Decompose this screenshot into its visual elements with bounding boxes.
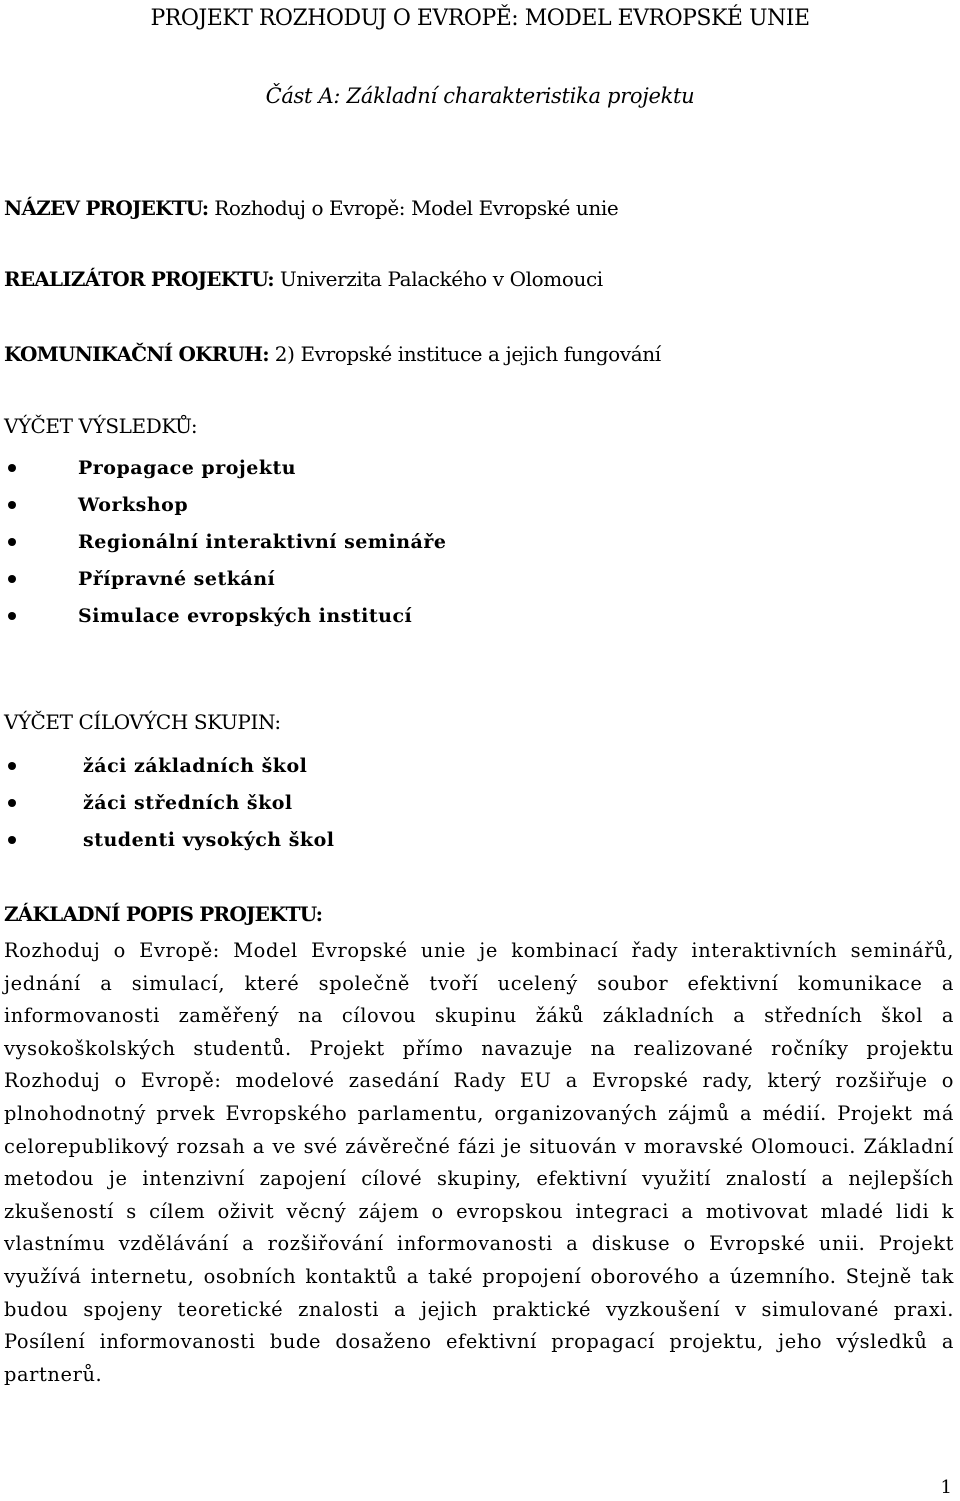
bullet-icon xyxy=(8,538,16,546)
bullet-icon xyxy=(8,836,16,844)
field-label: NÁZEV PROJEKTU: xyxy=(4,196,209,220)
list-item-text: Regionální interaktivní semináře xyxy=(78,531,447,553)
description-text: Rozhoduj o Evropě: Model Evropské unie je kombinací řady interaktivních seminářů, jednání a simulací, které společně tvoří ucelený soubor efektivní komunikace a informovanosti zaměřený na cílovou skupinu žáků základních a středních škol a vysokoškolských studentů. Projekt přímo navazuje na realizované ročníky projektu Rozhoduj o Evropě: modelové zasedání Rady EU a Evropské rady, který rozšiřuje o plnohodnotný prvek Evropského parlamentu, organizovaných zájmů a médií. Projekt má celorepublikový rozsah a ve své závěrečné fázi je situován v moravské Olomouci. Základní metodou je intenzivní zapojení cílové skupiny, efektivní využití znalostí a nejlepších zkušeností s cílem oživit věcný zájem o evropskou integraci a motivovat mladé lidi k vlastnímu vzdělávání a rozšiřování informovanosti a diskuse o Evropské unii. Projekt využívá internetu, osobních kontaktů a také propojení oborového a územního. Stejně tak budou spojeny teoretické znalosti a jejich praktické vyzkoušení v simulované praxi. Posílení informovanosti bude dosaženo efektivní propagací projektu, jeho výsledků a partnerů. xyxy=(4,939,954,1386)
field-value: 2) Evropské instituce a jejich fungování xyxy=(268,342,661,366)
field-project-implementer xyxy=(4,267,603,291)
bullet-icon xyxy=(8,612,16,620)
list-item-text: žáci středních škol xyxy=(83,792,293,814)
field-communication-area xyxy=(4,342,661,366)
document-title: PROJEKT ROZHODUJ O EVROPĚ: MODEL EVROPSKÉ UNIE xyxy=(150,6,810,31)
page-number: 1 xyxy=(940,1477,952,1498)
bullet-icon xyxy=(8,464,16,472)
list-item-text: Přípravné setkání xyxy=(78,568,276,590)
field-value: Univerzita Palackého v Olomouci xyxy=(273,267,603,291)
document-subtitle: Část A: Základní charakteristika projektu xyxy=(265,84,695,108)
list-item-text: Simulace evropských institucí xyxy=(78,605,413,627)
bullet-icon xyxy=(8,762,16,770)
field-label: KOMUNIKAČNÍ OKRUH: xyxy=(4,342,269,366)
field-project-name xyxy=(4,196,618,220)
targets-heading: VÝČET CÍLOVÝCH SKUPIN: xyxy=(4,710,281,734)
bullet-icon xyxy=(8,575,16,583)
results-heading: VÝČET VÝSLEDKŮ: xyxy=(4,414,198,438)
bullet-icon xyxy=(8,501,16,509)
list-item-text: Propagace projektu xyxy=(78,457,297,479)
description-heading: ZÁKLADNÍ POPIS PROJEKTU: xyxy=(4,902,323,926)
list-item-text: studenti vysokých škol xyxy=(83,829,335,851)
field-value: Rozhoduj o Evropě: Model Evropské unie xyxy=(208,196,619,220)
bullet-icon xyxy=(8,799,16,807)
field-label: REALIZÁTOR PROJEKTU: xyxy=(4,267,274,291)
list-item-text: Workshop xyxy=(78,494,189,516)
list-item-text: žáci základních škol xyxy=(83,755,308,777)
